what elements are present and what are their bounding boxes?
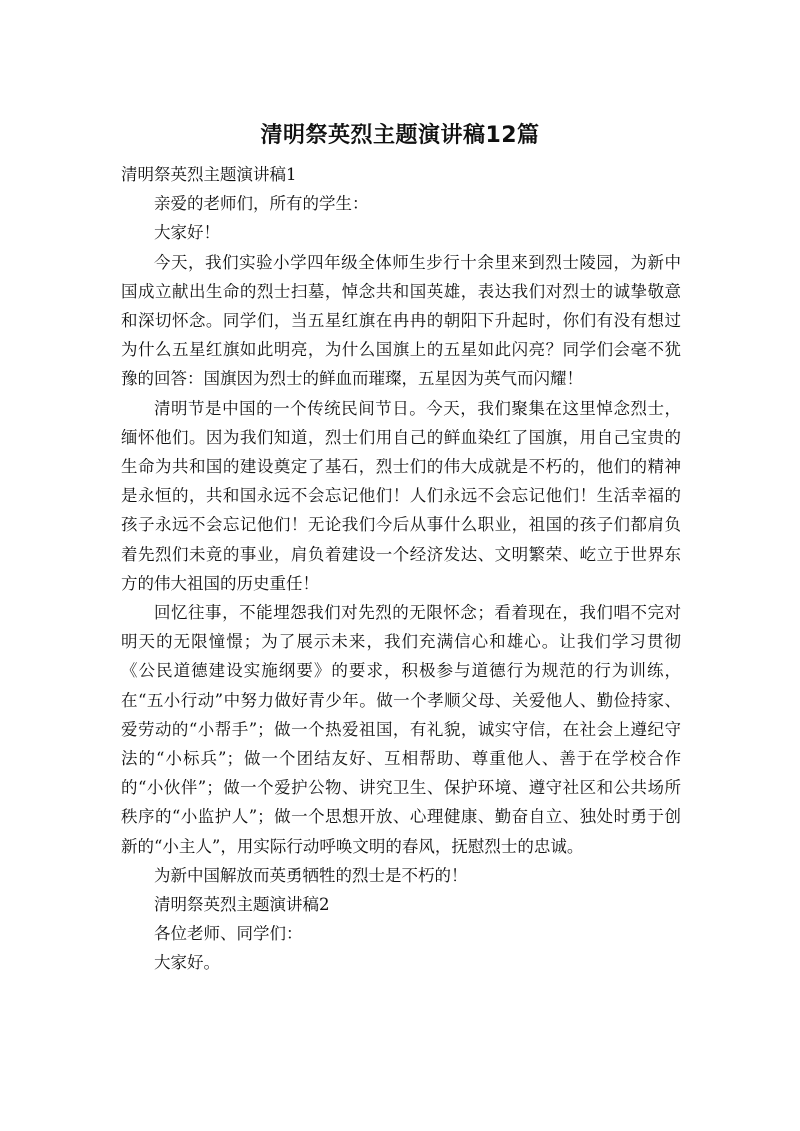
salutation: 各位老师、同学们：	[154, 924, 303, 944]
closing-line: 为新中国解放而英勇牺牲的烈士是不朽的！	[154, 865, 468, 885]
greeting: 大家好。	[154, 953, 220, 973]
salutation: 亲爱的老师们，所有的学生：	[154, 194, 369, 214]
greeting: 大家好！	[154, 223, 220, 243]
document-body	[121, 160, 681, 978]
body-paragraph: 今天，我们实验小学四年级全体师生步行十余里来到烈士陵园，为新中国成立献出生命的烈士扫墓，悼念共和国英雄，表达我们对烈士的诚挚敬意和深切怀念。同学们，当五星红旗在冉冉的朝阳下升起时，你们有没有想过为什么五星红旗如此明亮，为什么国旗上的五星如此闪亮？同学们会毫不犹豫的回答：国旗因为烈士的鲜血而璀璨，五星因为英气而闪耀！	[121, 252, 681, 389]
section-heading-2: 清明祭英烈主题演讲稿2	[154, 895, 330, 915]
section-heading-1: 清明祭英烈主题演讲稿1	[121, 165, 297, 184]
body-paragraph: 回忆往事，不能埋怨我们对先烈的无限怀念；看着现在，我们唱不完对明天的无限憧憬；为了展示未来，我们充满信心和雄心。让我们学习贯彻《公民道德建设实施纲要》的要求，积极参与道德行为规范的行为训练，在“五小行动”中努力做好青少年。做一个孝顺父母、关爱他人、勤俭持家、爱劳动的“小帮手”；做一个热爱祖国，有礼貌，诚实守信，在社会上遵纪守法的“小标兵”；做一个团结友好、互相帮助、尊重他人、善于在学校合作的“小伙伴”；做一个爱护公物、讲究卫生、保护环境、遵守社区和公共场所秩序的“小监护人”；做一个思想开放、心理健康、勤奋自立、独处时勇于创新的“小主人”，用实际行动呼唤文明的春风，抚慰烈士的忠诚。	[121, 603, 681, 856]
document-title: 清明祭英烈主题演讲稿12篇	[260, 123, 540, 148]
body-paragraph: 清明节是中国的一个传统民间节日。今天，我们聚集在这里悼念烈士，缅怀他们。因为我们知道，烈士们用自己的鲜血染红了国旗，用自己宝贵的生命为共和国的建设奠定了基石，烈士们的伟大成就是不朽的，他们的精神是永恒的，共和国永远不会忘记他们！人们永远不会忘记他们！生活幸福的孩子永远不会忘记他们！无论我们今后从事什么职业，祖国的孩子们都肩负着先烈们未竟的事业，肩负着建设一个经济发达、文明繁荣、屹立于世界东方的伟大祖国的历史重任！	[121, 398, 681, 593]
